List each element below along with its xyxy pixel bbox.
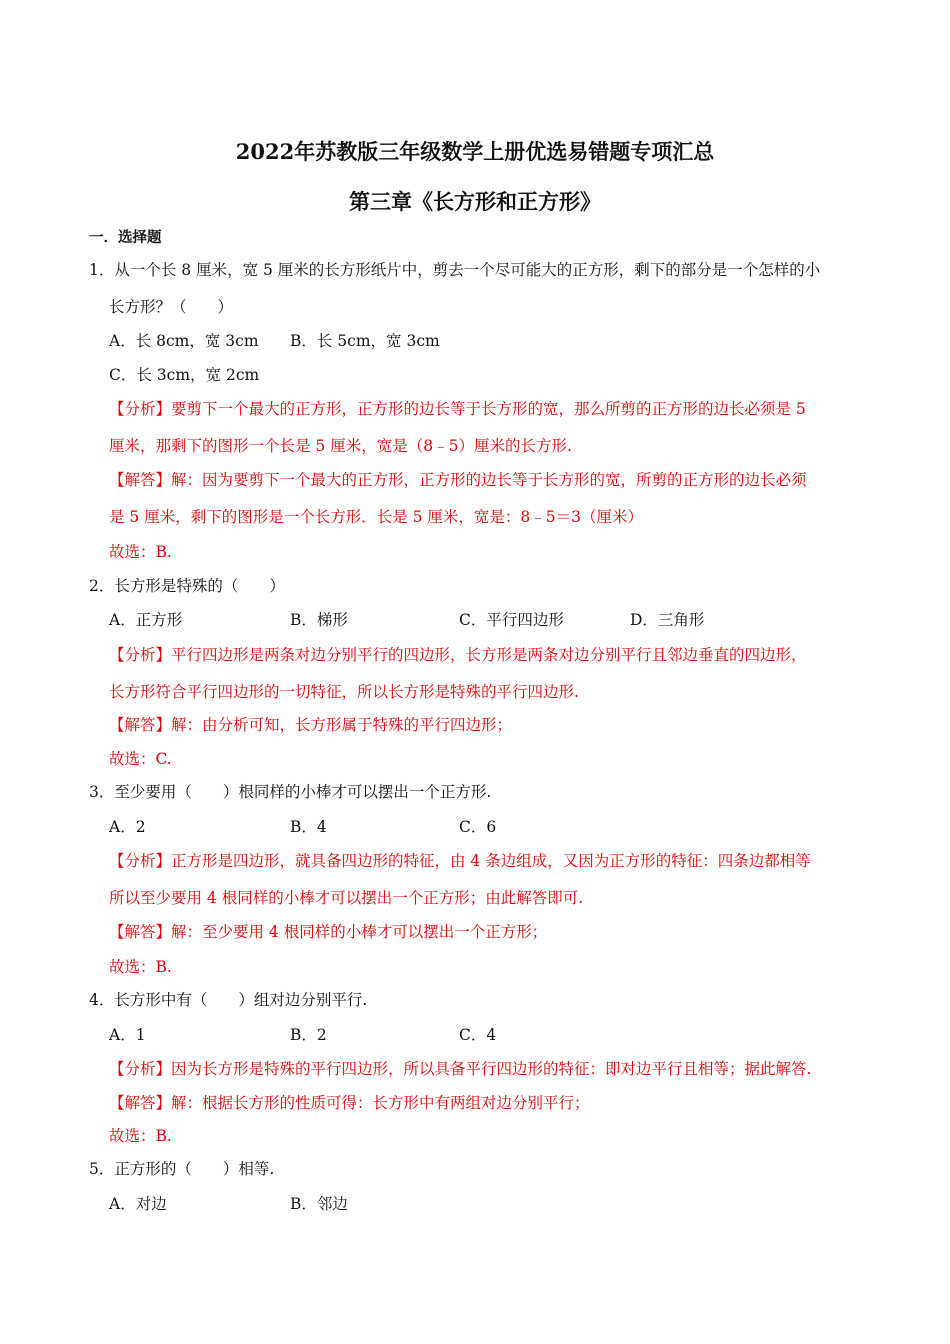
q4-option-a: A．1 [109,1026,146,1044]
chapter-subtitle: 第三章《长方形和正方形》 [349,189,601,214]
q1-answer-line2: 是 5 厘米，剩下的图形是一个长方形．长是 5 厘米，宽是：8﹣5＝3（厘米） [109,508,644,526]
q1-option-a: A．长 8cm，宽 3cm [109,332,259,350]
q4-analysis-line1: 【分析】因为长方形是特殊的平行四边形，所以具备平行四边形的特征：即对边平行且相等；据此解答. [109,1060,812,1078]
section-heading: 一．选择题 [89,229,162,246]
q4-option-b: B．2 [290,1026,327,1044]
q1-option-b: B．长 5cm，宽 3cm [290,332,440,350]
q2-option-b: B．梯形 [290,611,348,629]
q3-stem: 3．至少要用（ ）根同样的小棒才可以摆出一个正方形. [89,783,492,801]
q3-choice: 故选：B. [109,958,172,976]
q3-option-c: C．6 [459,818,497,836]
q4-choice: 故选：B. [109,1127,172,1145]
q1-analysis-line1: 【分析】要剪下一个最大的正方形，正方形的边长等于长方形的宽，那么所剪的正方形的边长必须是 5 [109,400,806,418]
q3-analysis-line2: 所以至少要用 4 根同样的小棒才可以摆出一个正方形；由此解答即可. [109,889,584,907]
q2-option-a: A．正方形 [109,611,183,629]
q2-analysis-line2: 长方形符合平行四边形的一切特征，所以长方形是特殊的平行四边形. [109,683,579,701]
q1-choice: 故选：B. [109,543,172,561]
q5-option-b: B．邻边 [290,1195,348,1213]
q1-option-c: C．长 3cm，宽 2cm [109,366,260,384]
q5-stem: 5．正方形的（ ）相等. [89,1160,275,1178]
q3-answer-line1: 【解答】解：至少要用 4 根同样的小棒才可以摆出一个正方形； [109,923,548,941]
document-title: 2022年苏教版三年级数学上册优选易错题专项汇总 [235,139,715,164]
q3-option-b: B．4 [290,818,327,836]
q2-stem: 2．长方形是特殊的（ ） [89,577,285,595]
q5-option-a: A．对边 [109,1195,167,1213]
q2-analysis-line1: 【分析】平行四边形是两条对边分别平行的四边形，长方形是两条对边分别平行且邻边垂直的四边形， [109,646,807,664]
q2-option-d: D．三角形 [630,611,705,629]
q4-answer-line1: 【解答】解：根据长方形的性质可得：长方形中有两组对边分别平行； [109,1094,590,1112]
q2-choice: 故选：C. [109,750,172,768]
q1-stem-line2: 长方形？（ ） [109,298,234,316]
q4-stem: 4．长方形中有（ ）组对边分别平行. [89,991,368,1009]
q3-analysis-line1: 【分析】正方形是四边形，就具备四边形的特征，由 4 条边组成，又因为正方形的特征：四条边都相等 [109,852,811,870]
q2-answer-line1: 【解答】解：由分析可知，长方形属于特殊的平行四边形； [109,716,513,734]
q1-analysis-line2: 厘米，那剩下的图形一个长是 5 厘米，宽是（8﹣5）厘米的长方形. [109,437,572,455]
q1-answer-line1: 【解答】解：因为要剪下一个最大的正方形，正方形的边长等于长方形的宽，所剪的正方形的边长必须 [109,471,807,489]
q3-option-a: A．2 [109,818,146,836]
q4-option-c: C．4 [459,1026,497,1044]
q1-stem-line1: 1．从一个长 8 厘米，宽 5 厘米的长方形纸片中，剪去一个尽可能大的正方形，剩下的部分是一个怎样的小 [89,261,821,279]
q2-option-c: C．平行四边形 [459,611,564,629]
